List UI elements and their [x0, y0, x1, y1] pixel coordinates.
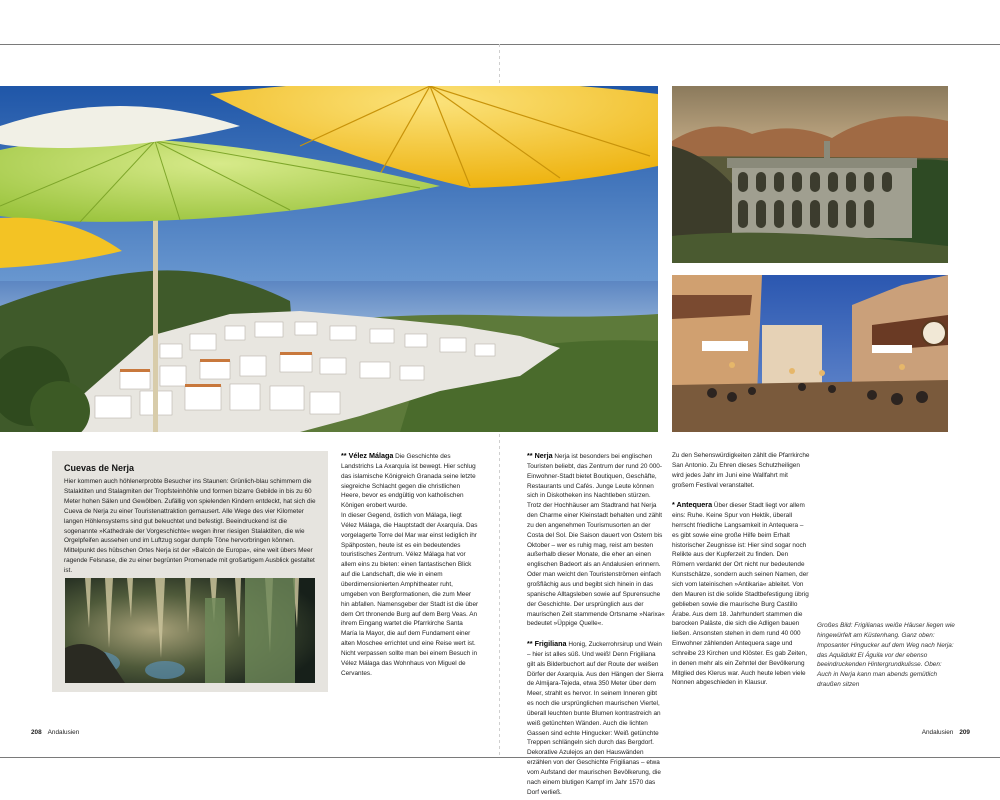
velez-heading: ** Vélez Málaga — [341, 451, 394, 460]
nerja-street-photo — [672, 275, 948, 432]
footer-label-right: Andalusien — [921, 729, 954, 736]
aqueduct-photo — [672, 86, 948, 263]
nerja-paragraph — [527, 451, 665, 570]
text-column-frigiliana-cont — [672, 451, 810, 688]
page-number-left: 208 — [31, 729, 42, 736]
frigiliana-paragraph — [527, 639, 665, 798]
nerja-text-1: Nerja ist besonders bei englischen Touristen beliebt, das Zentrum der rund 20 000-Einwohner-Stadt bietet Boutiquen, Geschäfte, Restaurants und Cafés. Junge Leute können sich in Diskotheken ins Nachtleben stürzen. Trotz der Hochhäuser am Stadtrand hat Nerja den Charme einer Kleinstadt behalten und zählt zu den angenehmen Tourismusorten an der Costa del Sol. Die Saison dauert von Ostern bis Oktober – wer es ruhig mag, reist am besten außerhalb dieser Monate, die eher an einen englischen Badeort als an Andalusien erinnern. — [527, 453, 663, 569]
footer-left — [31, 729, 79, 736]
frigiliana-heading: ** Frigiliana — [527, 639, 567, 649]
cave-photo — [65, 578, 315, 683]
velez-text-2: In dieser Gegend, östlich von Málaga, liegt Vélez Málaga, die Hauptstadt der Axarquía. Das vorgelagerte Torre del Mar war einst lediglich ihr Spähposten, heute ist es ein bedeutendes touristisches Zentrum. Vélez Málaga hat vor allem eins zu bieten: einen fantastischen Blick auf die Landschaft, die wie in einem überdimensionierten Amphitheater ruht, umgeben von Bergformationen, die zum Meer hin abfallen. Namensgeber der Stadt ist die über dem Ort thronende Burg auf dem Berg Veas. An ihrem Eingang wartet die Pfarrkirche Santa María la Mayor, die auf dem Fundament einer alten Moschee errichtet und eine Reise wert ist. Nicht verpassen sollte man bei einem Besuch in Vélez Málaga das Wohnhaus von Miguel de Cervantes. — [341, 512, 479, 677]
caves-box-text: Hier kommen auch höhlenerprobte Besucher ins Staunen: Grünlich-blau schimmern die Stalaktiten und Stalagmiten der Tropfsteinhöhle und formen bizarre Gebilde in bis zu 60 Meter hohen Sälen und Gewölben. Zufällig von spielenden Kindern entdeckt, hat sich die Cueva de Nerja zu einer Touristenattraktion gemausert. Alle Wege des vier Kilometer langen Höhlensystems sind gut beleuchtet und befestigt. Beeindruckend ist die sogenannte »Kathedrale der Vorgeschichte« wegen ihrer riesigen Stalaktiten, die wie Orgelpfeifen aussehen und im Luftzug sogar dumpfe Töne hervorbringen können. Mittelpunkt des hübschen Ortes Nerja ist der »Balcón de Europa«, eine weit übers Meer ragende Felsnase, die zu einer begrünten Promenade mit großartigem Ausblick gestaltet ist. — [64, 478, 316, 575]
nerja-heading: ** Nerja — [527, 451, 553, 460]
text-column-nerja — [527, 451, 665, 798]
nerja-text-2: Oder man weicht den Touristenströmen einfach großflächig aus und begibt sich hinein in das spanische Alltagsleben sowie auf Spurensuche der Geschichte. Der ursprünglich aus der maurischen Zeit stammende Ortsname »Narixa« bedeutet »Üppige Quelle«. — [527, 571, 665, 628]
photo-caption: Großes Bild: Frigilianas weiße Häuser liegen wie hingewürfelt am Küstenhang. Ganz oben: Imposanter Hingucker auf dem Weg nach Nerja: das Aquädukt El Águila vor der ebenso beeindruckenden Hintergrundkulisse. Oben: Auch in Nerja kann man abends gemütlich draußen sitzen — [817, 622, 955, 689]
footer-label-left: Andalusien — [47, 729, 80, 736]
frigiliana-text-2: Zu den Sehenswürdigkeiten zählt die Pfarrkirche San Antonio. Zu Ehren dieses Schutzheiligen wird jedes Jahr im Juni eine Wallfahrt mit großem Festival veranstaltet. — [672, 452, 810, 489]
page-number-right: 209 — [959, 729, 970, 736]
antequera-text-1: Über dieser Stadt liegt vor allem eins: Ruhe. Keine Spur von Hektik, überall herrscht friedliche Langsamkeit in Antequera – es gibt sowie eine große Hilfe beim Erhalt historischer Zeugnisse ist: Hier sind sogar noch Relikte aus der Kupferzeit zu finden. Den Römern verdankt der Ort nicht nur bedeutende Kunstschätze, sondern auch seinen Namen, der sich vom lateinischen »Antikaria« ableitet. Von den Mauren ist die solide Stadtbefestigung übrig geblieben sowie die maurische Burg Castillo Árabe. Aus dem 18. Jahrhundert stammen die barocken Paläste, die sich die Adligen bauen ließen. Ansonsten stehen in dem rund 40 000 Einwohner zählenden Antequera sage und schreibe 23 Kirchen und Klöster. Es gab Zeiten, in denen mehr als ein Zehntel der Bevölkerung Mitglied des Klerus war. Auch heute leben viele Nonnen abgeschieden in Klausur. — [672, 502, 809, 687]
text-column-velez — [341, 451, 479, 678]
caves-box-title: Cuevas de Nerja — [64, 463, 135, 473]
antequera-heading: * Antequera — [672, 500, 713, 510]
antequera-paragraph — [672, 500, 810, 688]
velez-paragraph — [341, 451, 479, 511]
footer-right — [922, 729, 970, 736]
frigiliana-photo — [0, 86, 658, 432]
frigiliana-text-1: Honig, Zuckerrohrsirup und Wein – hier ist alles süß. Und weiß! Denn Frigiliana gilt als Bilderbuchort auf der Route der weißen Dörfer der Axarquía. Aus den Hängen der Sierra de Almijara-Tejeda, etwa 350 Meter über dem Meer, strahlt es hervor. In seinem Inneren gibt es noch die ursprünglichen maurischen Viertel, überall leuchten bunte Blumen kontrastreich an weiß getünchten Wänden. Auch die lichten Gassen sind echte Hingucker: Weiß getünchte Treppen schlängeln sich durch das Bergdorf. Dekorative Azulejos an den Hauswänden erzählen von der Geschichte Frigilianas – etwa vom Aufstand der maurischen Bevölkerung, die nach einem blutigen Kampf im Jahr 1570 das Dorf verließ. — [527, 641, 664, 796]
velez-text-1: Die Geschichte des Landstrichs La Axarquía ist bewegt. Hier schlug das islamische Königreich Granada seine letzte siegreiche Schlacht gegen die christlichen Heere, bevor es endgültig von katholischen Königen erobert wurde. — [341, 453, 476, 510]
caption-column — [817, 451, 955, 690]
